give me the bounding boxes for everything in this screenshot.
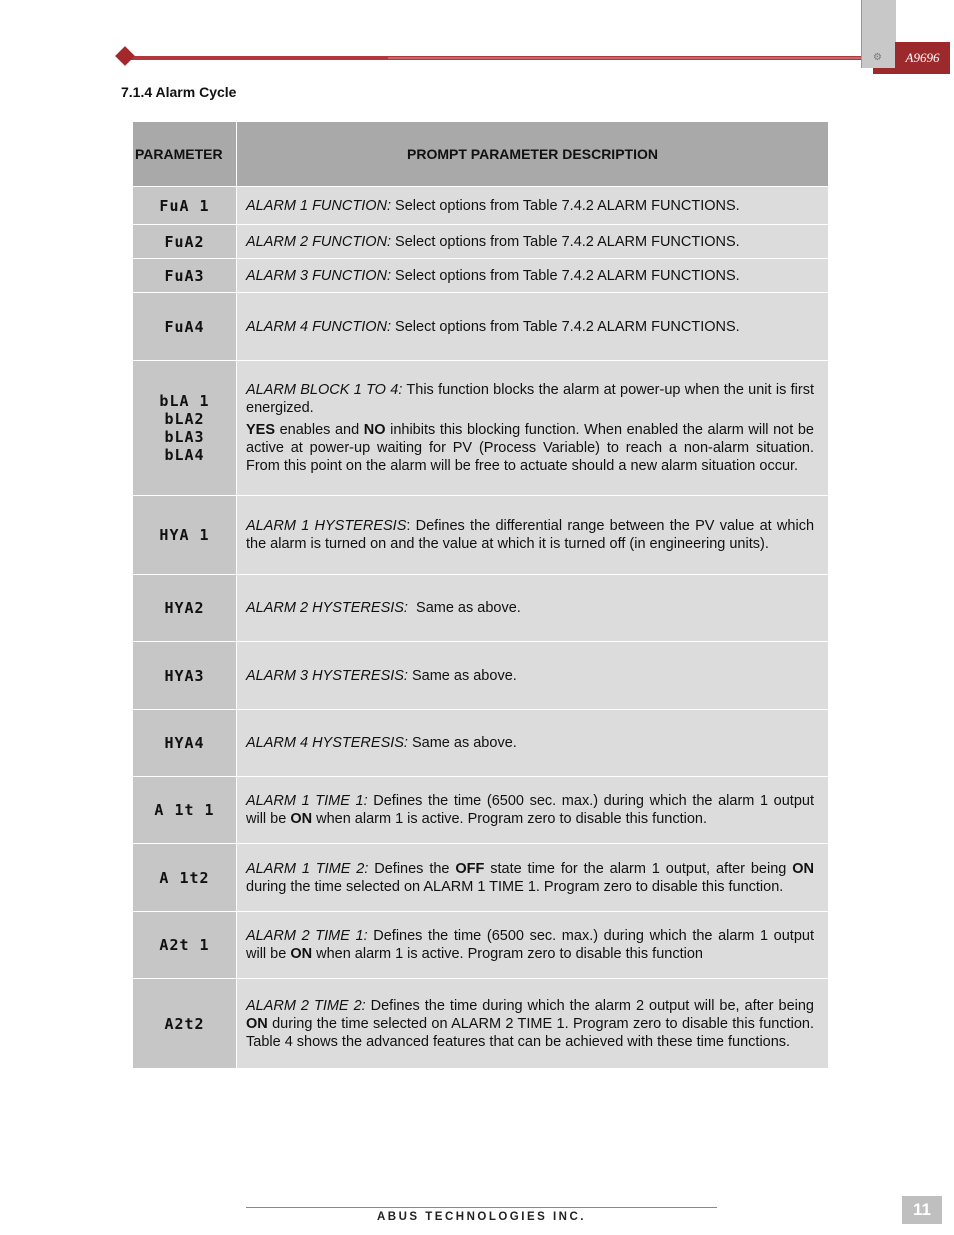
description-text: Same as above. [407,667,517,684]
parameter-code: HYA2 [133,575,237,642]
parameter-code: FuA 1 [133,187,237,225]
description-text: Defines the time (6500 sec. max.) during which the alarm 1 output will be [246,793,814,827]
description-label: ALARM 2 HYSTERESIS: [246,600,408,616]
parameter-description [237,912,829,979]
parameter-code: A 1t2 [133,844,237,912]
parameter-code: A2t2 [133,979,237,1069]
description-text: during the time selected on ALARM 2 TIME 1. Program zero to disable this function. Table 4 shows the advanced features that can be achieved with these time functions. [246,1015,814,1050]
parameter-description [237,187,829,225]
section-title: 7.1.4 Alarm Cycle [121,84,237,100]
parameter-code: A 1t 1 [133,777,237,844]
parameter-code: bLA4 [164,446,205,464]
parameter-description [237,979,829,1069]
diamond-icon [115,46,135,66]
parameter-description [237,496,829,575]
parameter-code: FuA2 [133,225,237,259]
parameter-code-group [133,361,237,496]
table-row [133,496,829,575]
table-row [133,575,829,642]
header-rule-accent [388,57,868,59]
parameter-code: A2t 1 [133,912,237,979]
yes-keyword: YES [246,422,276,438]
description-text: : Defines the differential range between the PV value at which the alarm is turned on and the value at which it is turned off (in engineering units). [246,518,815,552]
parameter-description [237,844,829,912]
description-text: This function blocks the alarm at power-up when the unit is first energized. [246,382,814,416]
table-row [133,187,829,225]
gear-icon: ⚙ [873,52,882,63]
table-row [133,361,829,496]
column-header-parameter: PARAMETER [133,122,237,187]
description-label: ALARM BLOCK 1 TO 4: [246,382,403,398]
description-label: ALARM 1 TIME 2: [246,860,369,877]
parameter-code: bLA2 [164,410,205,428]
description-text: state time for the alarm 1 output, after being [484,860,793,877]
description-label: ALARM 2 TIME 2: [246,997,366,1014]
description-label: ALARM 1 FUNCTION: [246,197,392,214]
description-text: Defines the [368,860,456,877]
parameter-description [237,293,829,361]
parameter-table [132,121,829,1069]
parameter-code: bLA3 [164,428,205,446]
table-row [133,844,829,912]
description-text: enables and [275,422,364,438]
description-text: during the time selected on ALARM 1 TIME 1. Program zero to disable this function. [246,878,784,895]
table-row [133,642,829,710]
table-row [133,979,829,1069]
off-keyword: OFF [455,860,485,877]
description-label: ALARM 3 FUNCTION: [246,267,392,284]
column-header-description: PROMPT PARAMETER DESCRIPTION [237,122,829,187]
parameter-description [237,710,829,777]
page-number: 11 [902,1196,942,1224]
description-text: Select options from Table 7.4.2 ALARM FUNCTIONS. [391,267,740,284]
footer-company: ABUS TECHNOLOGIES INC. [377,1211,586,1223]
footer-rule [246,1207,717,1208]
description-text: when alarm 1 is active. Program zero to disable this function. [312,811,707,827]
table-row [133,225,829,259]
on-keyword: ON [290,946,313,962]
description-label: ALARM 3 HYSTERESIS: [246,667,408,684]
table-row [133,912,829,979]
description-text: inhibits this blocking function. When enabled the alarm will not be active at power-up waiting for PV (Process Variable) to reach a non-alarm situation. From this point on the alarm will be free to actuate should a new alarm situation occur. [246,422,814,474]
parameter-code: HYA3 [133,642,237,710]
on-keyword: ON [246,1015,268,1032]
description-label: ALARM 1 HYSTERESIS [246,518,407,534]
description-label: ALARM 2 TIME 1: [246,928,368,944]
parameter-description [237,642,829,710]
header-badge-stripe [873,68,895,74]
parameter-code: FuA4 [133,293,237,361]
parameter-code: HYA 1 [133,496,237,575]
description-text: Defines the time during which the alarm 2 output will be, after being [365,997,814,1014]
table-row [133,777,829,844]
parameter-code: HYA4 [133,710,237,777]
description-label: ALARM 4 FUNCTION: [246,318,392,335]
doc-code-badge: A9696 [895,42,950,74]
no-keyword: NO [363,422,386,438]
description-text: Same as above. [407,600,521,616]
table-row [133,710,829,777]
description-text: Same as above. [407,735,517,751]
parameter-description [237,575,829,642]
parameter-description [237,777,829,844]
table-row [133,293,829,361]
on-keyword: ON [792,860,814,877]
description-text: Select options from Table 7.4.2 ALARM FUNCTIONS. [391,233,740,250]
description-text: Select options from Table 7.4.2 ALARM FUNCTIONS. [391,197,740,214]
parameter-description [237,225,829,259]
on-keyword: ON [290,811,313,827]
table-header-row [133,122,829,187]
description-text: when alarm 1 is active. Program zero to disable this function [312,946,703,962]
table-row [133,259,829,293]
parameter-description [237,361,829,496]
description-label: ALARM 2 FUNCTION: [246,233,392,250]
description-text: Select options from Table 7.4.2 ALARM FUNCTIONS. [391,318,740,335]
parameter-code: bLA 1 [159,392,210,410]
parameter-code: FuA3 [133,259,237,293]
description-label: ALARM 1 TIME 1: [246,793,368,809]
description-label: ALARM 4 HYSTERESIS: [246,735,408,751]
description-text: Defines the time (6500 sec. max.) during which the alarm 1 output will be [246,928,814,962]
parameter-description [237,259,829,293]
